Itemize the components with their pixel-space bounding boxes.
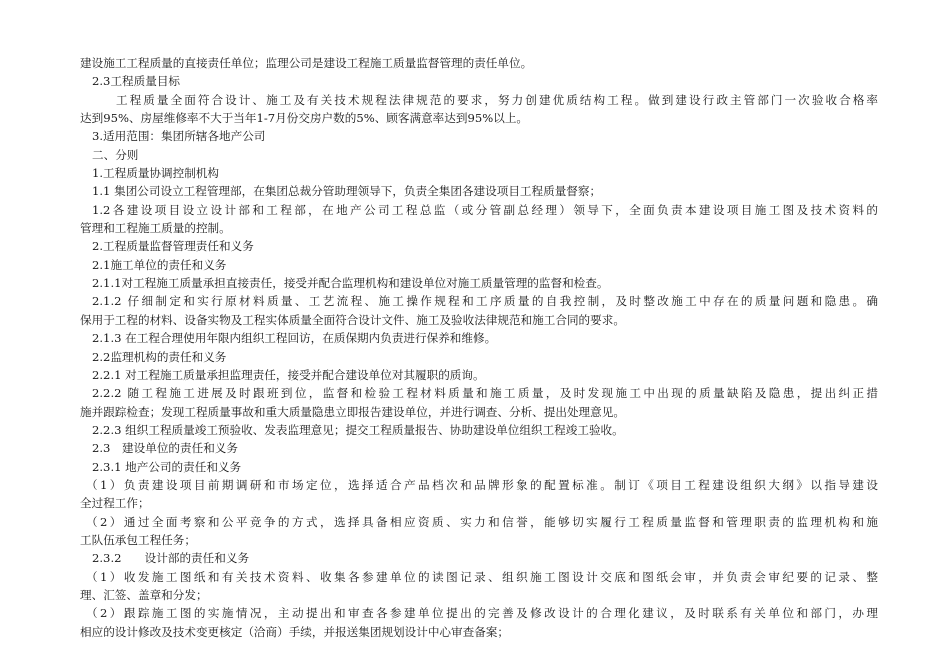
paragraph-line: 2.2.3 组织工程质量竣工预验收、发表监理意见；提交工程质量报告、协助建设单位组织工程竣工验收。: [92, 422, 624, 437]
paragraph-line: 1.2各建设项目设立设计部和工程部，在地产公司工程总监（或分管副总经理）领导下，全面负责本建设项目施工图及技术资料的: [92, 202, 878, 217]
section-heading: 2.3 建设单位的责任和义务: [92, 441, 238, 456]
paragraph-line: 管理和工程施工质量的控制。: [80, 221, 231, 236]
list-item-line: （2）通过全面考察和公平竞争的方式，选择具备相应资质、实力和信誉，能够切实履行工程质量监督和管理职责的监理机构和施: [86, 514, 878, 529]
list-item-line: 全过程工作；: [80, 496, 150, 511]
list-item-line: （1）负责建设项目前期调研和市场定位，选择适合产品档次和品牌形象的配置标准。制订《项目工程建设组织大纲》以指导建设: [86, 477, 878, 492]
document-page: [80, 54, 878, 641]
section-heading: 2.2监理机构的责任和义务: [92, 349, 227, 364]
paragraph-line: 1.1 集团公司设立工程管理部，在集团总裁分管助理领导下，负责全集团各建设项目工程质量督察；: [92, 184, 602, 199]
paragraph-line: 达到95%、房屋维修率不大于当年1-7月份交房户数的5%、顾客满意率达到95%以上。: [80, 111, 529, 126]
paragraph-line: 2.1.1对工程施工质量承担直接责任，接受并配合监理机构和建设单位对施工质量管理的监督和检查。: [92, 276, 609, 291]
list-item-line: 相应的设计修改及技术变更核定（洽商）手续，并报送集团规划设计中心审查备案；: [80, 624, 509, 639]
section-heading: 1.工程质量协调控制机构: [92, 166, 219, 181]
section-heading: 2.3.2 设计部的责任和义务: [92, 551, 250, 566]
section-heading: 3.适用范围：集团所辖各地产公司: [92, 129, 266, 144]
section-heading: 2.3.1 地产公司的责任和义务: [92, 459, 242, 474]
section-heading: 二、分则: [92, 147, 139, 162]
list-item-line: （2）跟踪施工图的实施情况，主动提出和审查各参建单位提出的完善及修改设计的合理化建议，及时联系有关单位和部门，办理: [86, 606, 878, 621]
list-item-line: （1）收发施工图纸和有关技术资料、收集各参建单位的读图记录、组织施工图设计交底和图纸会审，并负责会审纪要的记录、整: [86, 569, 878, 584]
paragraph-line: 2.2.2 随工程施工进展及时跟班到位，监督和检验工程材料质量和施工质量，及时发现施工中出现的质量缺陷及隐患，提出纠正措: [92, 386, 878, 401]
list-item-line: 工队伍承包工程任务；: [80, 532, 196, 547]
list-item-line: 理、汇签、盖章和分发；: [80, 587, 208, 602]
paragraph-line: 工程质量全面符合设计、施工及有关技术规程法律规范的要求，努力创建优质结构工程。做到建设行政主管部门一次验收合格率: [116, 92, 878, 107]
paragraph-line: 施并跟踪检查；发现工程质量事故和重大质量隐患立即报告建设单位，并进行调查、分析、提出处理意见。: [80, 404, 625, 419]
paragraph-line: 2.1.3 在工程合理使用年限内组织工程回访，在质保期内负责进行保养和维修。: [92, 331, 497, 346]
section-heading: 2.1施工单位的责任和义务: [92, 257, 227, 272]
paragraph-line: 2.1.2 仔细制定和实行原材料质量、工艺流程、施工操作规程和工序质量的自我控制，及时整改施工中存在的质量问题和隐患。确: [92, 294, 878, 309]
section-heading: 2.工程质量监督管理责任和义务: [92, 239, 254, 254]
paragraph-line: 建设施工工程质量的直接责任单位；监理公司是建设工程施工质量监督管理的责任单位。: [80, 56, 533, 70]
paragraph-line: 保用于工程的材料、设备实物及工程实体质量全面符合设计文件、施工及验收法律规范和施工合同的要求。: [80, 312, 625, 327]
paragraph-line: 2.2.1 对工程施工质量承担监理责任，接受并配合建设单位对其履职的质询。: [92, 367, 485, 382]
section-heading: 2.3工程质量目标: [92, 74, 181, 89]
